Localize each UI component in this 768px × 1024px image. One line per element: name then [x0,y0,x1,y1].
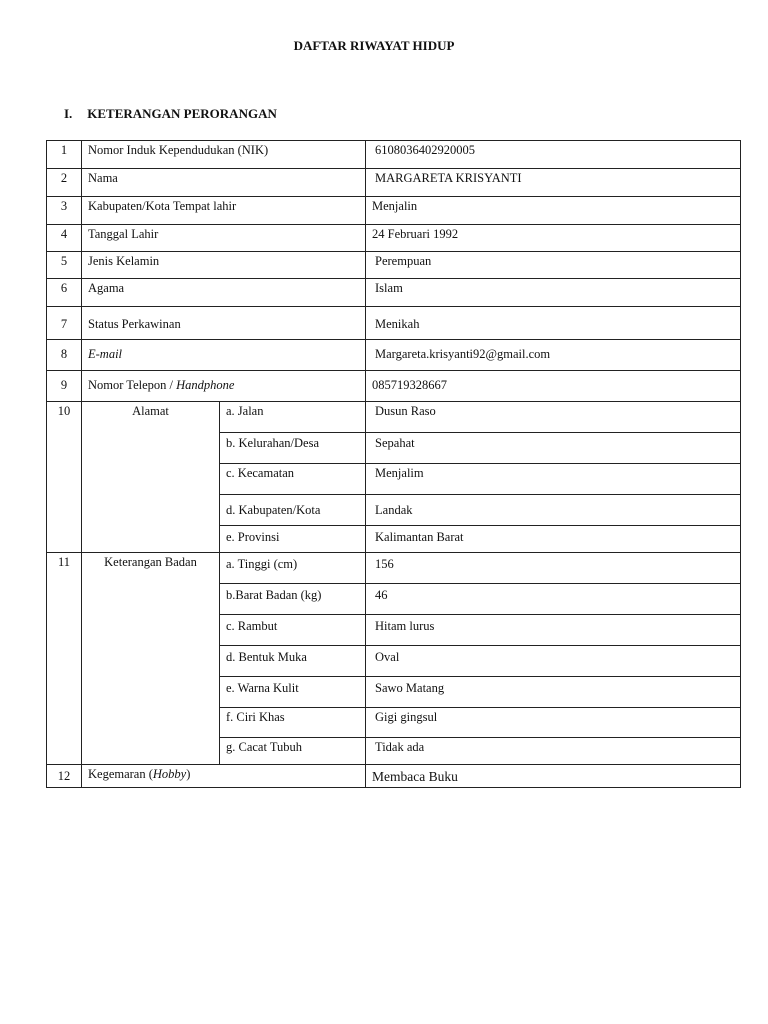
table-row [47,225,741,252]
row-label: Tanggal Lahir [82,225,366,252]
row-label-italic: Hobby [152,767,187,781]
section-title: KETERANGAN PERORANGAN [87,106,277,121]
row-value: Membaca Buku [366,765,741,788]
sub-label: a. Jalan [220,402,366,433]
table-row [47,340,741,371]
row-value: Margareta.krisyanti92@gmail.com [366,340,741,371]
row-number: 2 [47,169,82,197]
sub-label: e. Provinsi [220,526,366,553]
sub-label: c. Rambut [220,615,366,646]
row-value: 085719328667 [366,371,741,402]
sub-value: Landak [366,495,741,526]
row-label-italic: Handphone [176,378,235,392]
sub-label: d. Kabupaten/Kota [220,495,366,526]
row-number: 9 [47,371,82,402]
table-row [47,197,741,225]
row-number: 6 [47,279,82,307]
table-row [47,252,741,279]
sub-value: Oval [366,646,741,677]
sub-value: Dusun Raso [366,402,741,433]
row-number: 5 [47,252,82,279]
row-label-text: Nomor Telepon / [88,378,177,392]
row-label-suffix: ) [186,767,191,781]
row-value: Islam [366,279,741,307]
row-label: Jenis Kelamin [82,252,366,279]
row-label: Agama [82,279,366,307]
personal-info-table [46,140,741,788]
row-number: 12 [47,765,82,788]
sub-value: Kalimantan Barat [366,526,741,553]
row-value: Menjalin [366,197,741,225]
sub-label: b.Barat Badan (kg) [220,584,366,615]
sub-label: d. Bentuk Muka [220,646,366,677]
row-label [82,371,366,402]
sub-value: 46 [366,584,741,615]
row-value: 24 Februari 1992 [366,225,741,252]
sub-value: Sepahat [366,433,741,464]
sub-value: Sawo Matang [366,677,741,708]
sub-label: e. Warna Kulit [220,677,366,708]
row-label: Nomor Induk Kependudukan (NIK) [82,141,366,169]
sub-label: c. Kecamatan [220,464,366,495]
sub-value: Tidak ada [366,738,741,765]
document-title: DAFTAR RIWAYAT HIDUP [293,38,455,53]
table-row [47,553,741,584]
sub-value: Gigi gingsul [366,708,741,738]
row-label: Nama [82,169,366,197]
row-number: 4 [47,225,82,252]
row-value: MARGARETA KRISYANTI [366,169,741,197]
table-row [47,279,741,307]
row-label: E-mail [82,340,366,371]
group-label: Keterangan Badan [82,553,220,765]
sub-value: Menjalim [366,464,741,495]
sub-value: Hitam lurus [366,615,741,646]
sub-label: b. Kelurahan/Desa [220,433,366,464]
row-number: 8 [47,340,82,371]
row-value: Perempuan [366,252,741,279]
row-number: 1 [47,141,82,169]
table-row [47,141,741,169]
row-number: 7 [47,307,82,340]
row-value: Menikah [366,307,741,340]
section-number: I. [64,106,73,121]
row-number: 10 [47,402,82,553]
row-label: Kabupaten/Kota Tempat lahir [82,197,366,225]
row-label [82,765,366,788]
row-label: Status Perkawinan [82,307,366,340]
group-label: Alamat [82,402,220,553]
row-number: 3 [47,197,82,225]
section-heading [64,106,277,122]
row-number: 11 [47,553,82,765]
sub-label: a. Tinggi (cm) [220,553,366,584]
table-row [47,371,741,402]
sub-label: g. Cacat Tubuh [220,738,366,765]
table-row [47,765,741,788]
table-row [47,169,741,197]
table-row [47,402,741,433]
row-label-text: Kegemaran ( [88,767,153,781]
table-row [47,307,741,340]
sub-label: f. Ciri Khas [220,708,366,738]
row-value: 6108036402920005 [366,141,741,169]
sub-value: 156 [366,553,741,584]
